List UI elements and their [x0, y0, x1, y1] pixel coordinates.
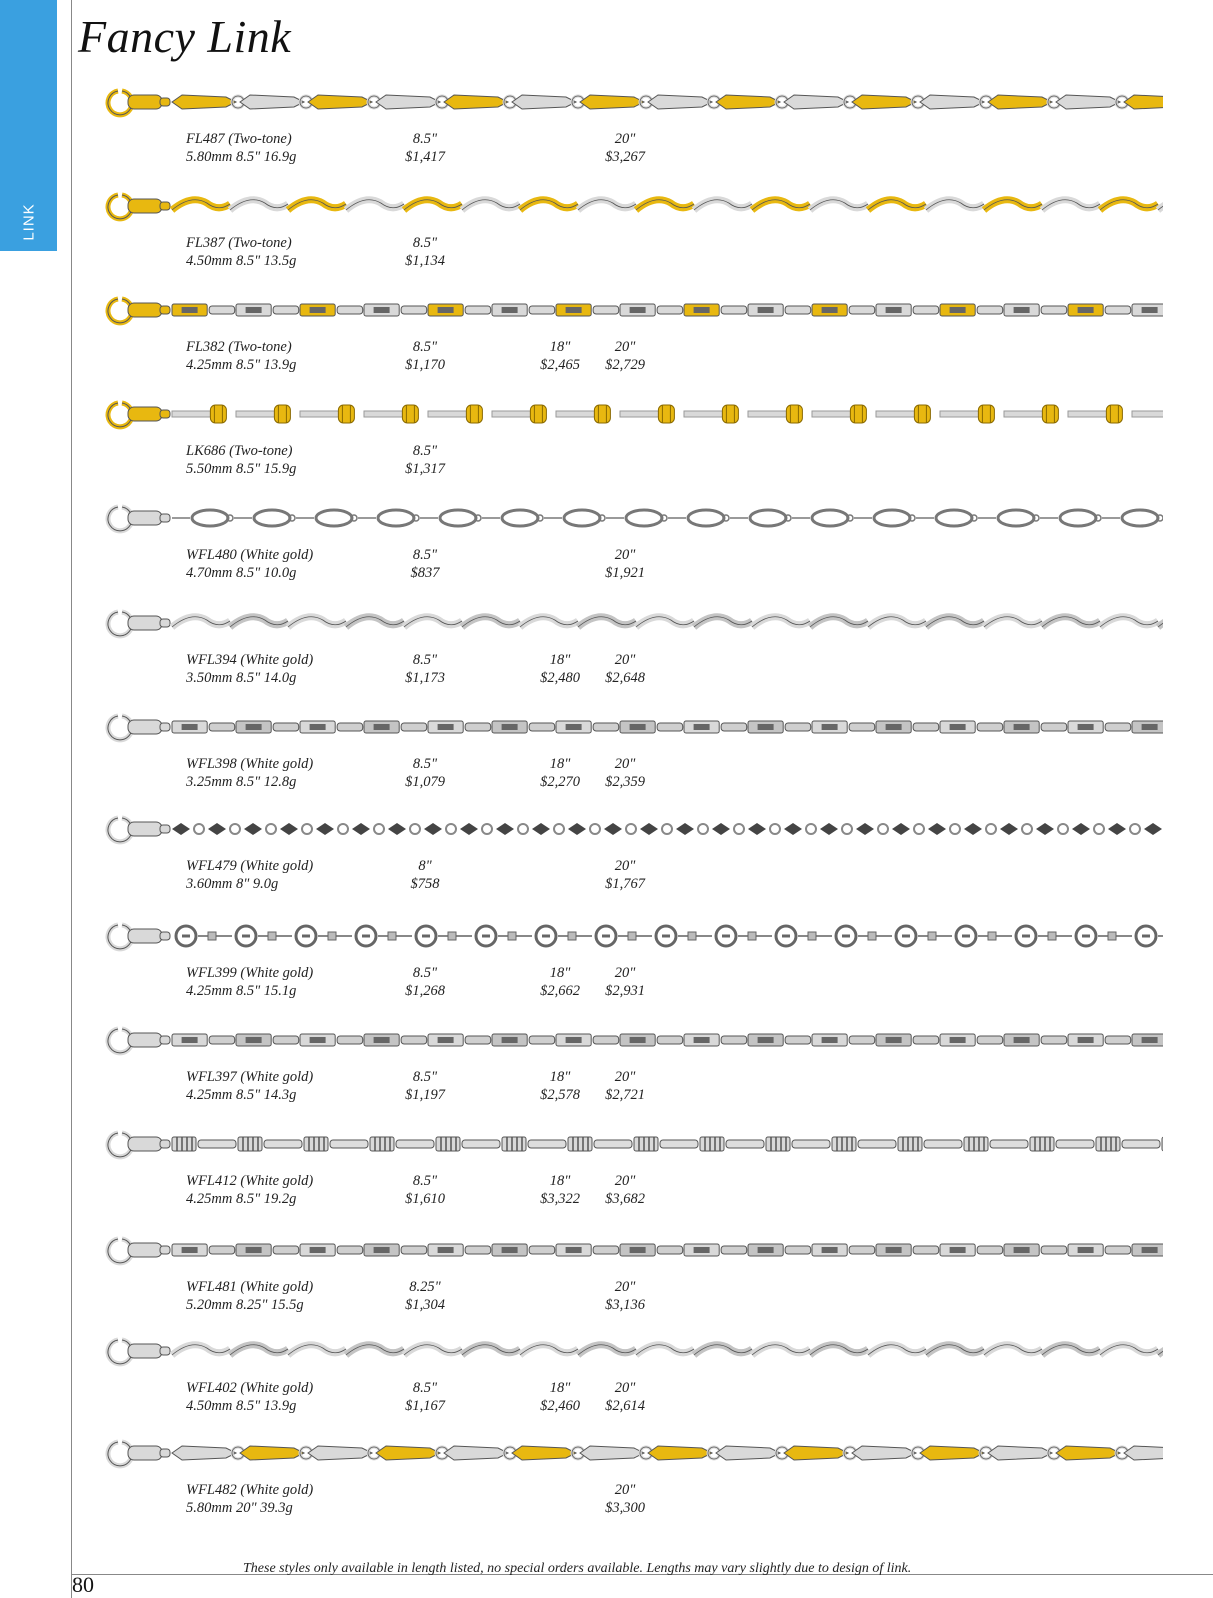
product-entry — [0, 1234, 1213, 1338]
price-18in — [530, 1379, 590, 1415]
price-short — [395, 755, 455, 791]
price-18in — [530, 651, 590, 687]
product-specs — [186, 1379, 313, 1415]
product-size-weight: 5.50mm 8.5" 15.9g — [186, 461, 297, 477]
product-entry — [0, 920, 1213, 1024]
product-size-weight: 5.20mm 8.25" 15.5g — [186, 1297, 304, 1313]
price: $758 — [410, 876, 440, 892]
price-short — [395, 964, 455, 1000]
length-label: 20" — [614, 339, 636, 355]
price-short — [395, 1172, 455, 1208]
length-label: 8.5" — [412, 1173, 438, 1189]
price-20in — [595, 338, 655, 374]
length-label: 8.5" — [412, 652, 438, 668]
length-label: 20" — [614, 1482, 636, 1498]
price-18in — [530, 755, 590, 791]
product-entry — [0, 1024, 1213, 1128]
length-label: 8.5" — [412, 1380, 438, 1396]
price-20in — [595, 651, 655, 687]
price-20in — [595, 1068, 655, 1104]
product-name: FL382 (Two-tone) — [186, 339, 292, 355]
price-18in — [530, 964, 590, 1000]
length-label: 18" — [549, 756, 571, 772]
length-label: 20" — [614, 547, 636, 563]
price-20in — [595, 130, 655, 166]
length-label: 8.5" — [412, 965, 438, 981]
length-label: 8.5" — [412, 756, 438, 772]
price: $2,480 — [540, 670, 580, 686]
length-label: 20" — [614, 131, 636, 147]
price-18in — [530, 338, 590, 374]
price-short — [395, 234, 455, 270]
price: $1,134 — [405, 253, 445, 269]
price: $2,465 — [540, 357, 580, 373]
price: $3,682 — [605, 1191, 645, 1207]
product-name: FL487 (Two-tone) — [186, 131, 292, 147]
product-entry — [0, 398, 1213, 502]
price: $2,359 — [605, 774, 645, 790]
price: $1,268 — [405, 983, 445, 999]
product-specs — [186, 338, 296, 374]
product-specs — [186, 755, 313, 791]
product-specs — [186, 857, 313, 893]
length-label: 20" — [614, 652, 636, 668]
product-specs — [186, 1481, 313, 1517]
length-label: 8.5" — [412, 547, 438, 563]
length-label: 8.5" — [412, 131, 438, 147]
length-label: 8.25" — [409, 1279, 441, 1295]
product-entry — [0, 502, 1213, 606]
product-specs — [186, 964, 313, 1000]
product-entry — [0, 1335, 1213, 1439]
length-label: 18" — [549, 652, 571, 668]
product-entry — [0, 190, 1213, 294]
price-short — [395, 651, 455, 687]
product-size-weight: 4.25mm 8.5" 14.3g — [186, 1087, 297, 1103]
price-short — [395, 338, 455, 374]
price: $3,136 — [605, 1297, 645, 1313]
product-entry — [0, 1437, 1213, 1541]
product-size-weight: 4.25mm 8.5" 13.9g — [186, 357, 297, 373]
length-label: 20" — [614, 1380, 636, 1396]
price: $837 — [410, 565, 440, 581]
price: $2,662 — [540, 983, 580, 999]
price: $2,270 — [540, 774, 580, 790]
product-name: LK686 (Two-tone) — [186, 443, 293, 459]
product-name: WFL399 (White gold) — [186, 965, 314, 981]
product-name: WFL481 (White gold) — [186, 1279, 314, 1295]
price: $1,610 — [405, 1191, 445, 1207]
product-entry — [0, 607, 1213, 711]
price: $2,729 — [605, 357, 645, 373]
page-title: Fancy Link — [78, 11, 292, 62]
price: $2,648 — [605, 670, 645, 686]
price: $1,167 — [405, 1398, 445, 1414]
product-name: WFL397 (White gold) — [186, 1069, 314, 1085]
price-short — [395, 546, 455, 582]
product-entry — [0, 294, 1213, 398]
length-label: 8.5" — [412, 339, 438, 355]
price: $3,267 — [605, 149, 645, 165]
length-label: 20" — [614, 756, 636, 772]
product-size-weight: 4.50mm 8.5" 13.5g — [186, 253, 297, 269]
price-20in — [595, 1278, 655, 1314]
price-20in — [595, 546, 655, 582]
product-specs — [186, 546, 313, 582]
length-label: 18" — [549, 1069, 571, 1085]
price-short — [395, 1068, 455, 1104]
product-entry — [0, 86, 1213, 190]
price: $2,578 — [540, 1087, 580, 1103]
price-18in — [530, 1068, 590, 1104]
price: $1,767 — [605, 876, 645, 892]
product-entry — [0, 1128, 1213, 1232]
length-label: 20" — [614, 1173, 636, 1189]
product-size-weight: 4.50mm 8.5" 13.9g — [186, 1398, 297, 1414]
product-name: WFL402 (White gold) — [186, 1380, 314, 1396]
product-specs — [186, 130, 296, 166]
length-label: 18" — [549, 1173, 571, 1189]
product-size-weight: 5.80mm 8.5" 16.9g — [186, 149, 297, 165]
price-short — [395, 857, 455, 893]
product-specs — [186, 1278, 313, 1314]
price: $2,721 — [605, 1087, 645, 1103]
product-size-weight: 3.60mm 8" 9.0g — [186, 876, 279, 892]
length-label: 18" — [549, 1380, 571, 1396]
length-label: 20" — [614, 1279, 636, 1295]
price: $1,173 — [405, 670, 445, 686]
price: $1,417 — [405, 149, 445, 165]
product-size-weight: 4.25mm 8.5" 15.1g — [186, 983, 297, 999]
price: $2,460 — [540, 1398, 580, 1414]
price-short — [395, 130, 455, 166]
price-short — [395, 442, 455, 478]
product-entry — [0, 711, 1213, 815]
price: $1,197 — [405, 1087, 445, 1103]
footnote: These styles only available in length listed, no special orders available. Lengths may vary slightly due to design of link. — [243, 1561, 912, 1576]
product-specs — [186, 1068, 313, 1104]
price-20in — [595, 1172, 655, 1208]
price-short — [395, 1379, 455, 1415]
price-20in — [595, 857, 655, 893]
price: $1,317 — [405, 461, 445, 477]
product-size-weight: 4.70mm 8.5" 10.0g — [186, 565, 297, 581]
length-label: 8" — [418, 858, 432, 874]
price: $3,322 — [540, 1191, 580, 1207]
length-label: 20" — [614, 1069, 636, 1085]
product-name: FL387 (Two-tone) — [186, 235, 292, 251]
length-label: 18" — [549, 339, 571, 355]
length-label: 8.5" — [412, 1069, 438, 1085]
product-specs — [186, 651, 313, 687]
product-specs — [186, 442, 296, 478]
product-size-weight: 5.80mm 20" 39.3g — [186, 1500, 293, 1516]
length-label: 8.5" — [412, 443, 438, 459]
section-tab-label: LINK — [20, 203, 37, 241]
price-18in — [530, 1172, 590, 1208]
price: $1,304 — [405, 1297, 445, 1313]
product-size-weight: 4.25mm 8.5" 19.2g — [186, 1191, 297, 1207]
length-label: 20" — [614, 858, 636, 874]
length-label: 20" — [614, 965, 636, 981]
price: $1,079 — [405, 774, 445, 790]
price-20in — [595, 755, 655, 791]
product-name: WFL480 (White gold) — [186, 547, 314, 563]
price: $1,170 — [405, 357, 445, 373]
product-size-weight: 3.50mm 8.5" 14.0g — [186, 670, 297, 686]
price-short — [395, 1278, 455, 1314]
price: $2,931 — [605, 983, 645, 999]
product-size-weight: 3.25mm 8.5" 12.8g — [186, 774, 297, 790]
product-name: WFL412 (White gold) — [186, 1173, 314, 1189]
product-specs — [186, 1172, 313, 1208]
product-entry — [0, 813, 1213, 917]
price: $2,614 — [605, 1398, 645, 1414]
product-name: WFL394 (White gold) — [186, 652, 314, 668]
product-name: WFL482 (White gold) — [186, 1482, 314, 1498]
product-name: WFL398 (White gold) — [186, 756, 314, 772]
price-20in — [595, 1379, 655, 1415]
price-20in — [595, 964, 655, 1000]
page-number: 80 — [72, 1572, 94, 1597]
price: $1,921 — [605, 565, 645, 581]
product-name: WFL479 (White gold) — [186, 858, 314, 874]
price: $3,300 — [605, 1500, 645, 1516]
product-specs — [186, 234, 296, 270]
length-label: 18" — [549, 965, 571, 981]
price-20in — [595, 1481, 655, 1517]
length-label: 8.5" — [412, 235, 438, 251]
